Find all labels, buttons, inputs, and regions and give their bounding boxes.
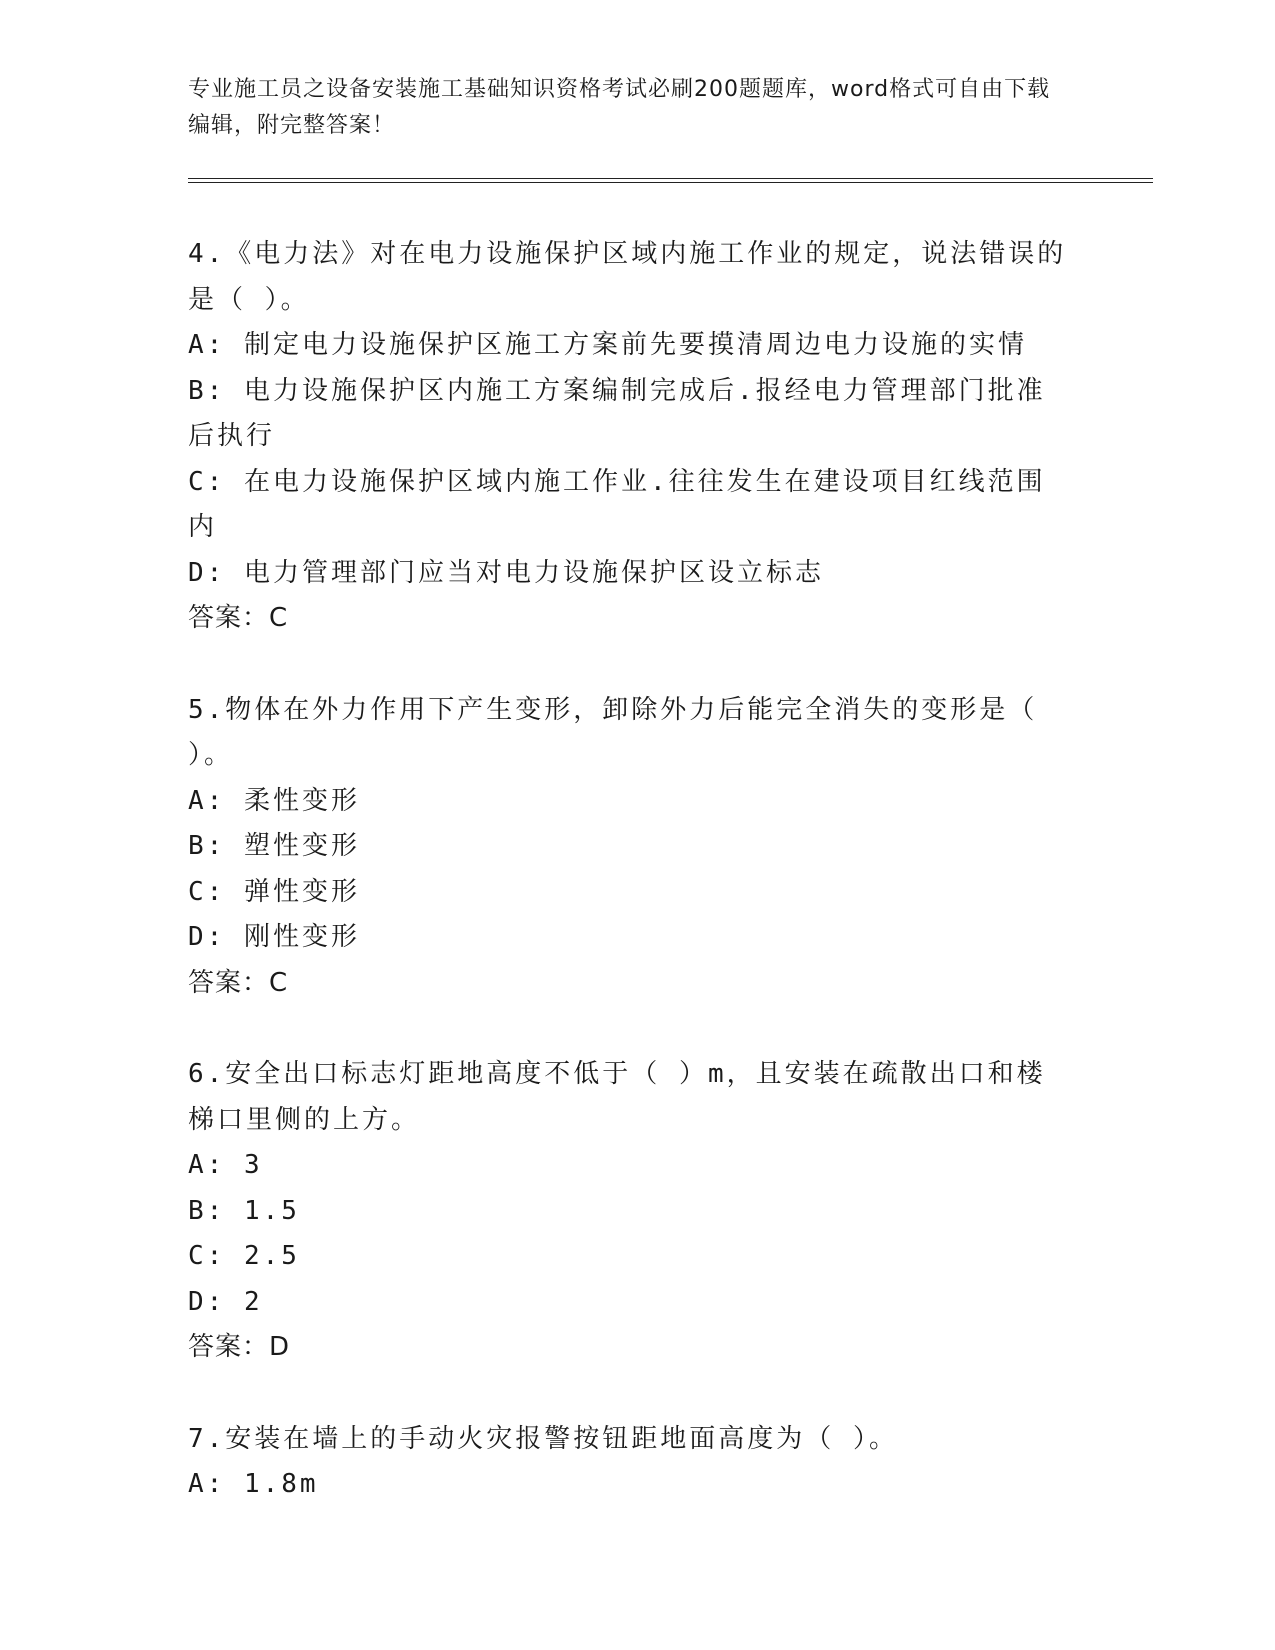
question-spacer: [188, 1006, 1068, 1052]
question-stem: 7.安装在墙上的手动火灾报警按钮距地面高度为（ ）。: [188, 1423, 898, 1454]
question-list: [188, 232, 1068, 1508]
option-a: A: 1.8m: [188, 1469, 319, 1499]
option-d: D: 刚性变形: [188, 922, 360, 952]
option-a: A: 制定电力设施保护区施工方案前先要摸清周边电力设施的实情: [188, 330, 1027, 360]
option-b: B: 1.5: [188, 1195, 300, 1226]
option-d: D: 电力管理部门应当对电力设施保护区设立标志: [188, 557, 824, 588]
option-a: A: 3: [188, 1150, 263, 1180]
answer-line: 答案：C: [188, 603, 289, 633]
option-d: D: 2: [188, 1286, 263, 1317]
question-stem: 6.安全出口标志灯距地高度不低于（ ）m，且安装在疏散出口和楼梯口里侧的上方。: [188, 1059, 1046, 1135]
option-b: B: 塑性变形: [188, 831, 360, 861]
answer-line: 答案：D: [188, 1332, 291, 1362]
question-4: [188, 232, 1068, 642]
option-c: C: 在电力设施保护区域内施工作业.往往发生在建设项目红线范围内: [188, 466, 1046, 542]
question-spacer: [188, 642, 1068, 688]
answer-line: 答案：C: [188, 967, 289, 998]
document-header: 专业施工员之设备安装施工基础知识资格考试必刷200题题库，word格式可自由下载编辑，附完整答案！: [188, 77, 1051, 138]
question-6: [188, 1052, 1068, 1371]
question-stem: 5.物体在外力作用下产生变形，卸除外力后能完全消失的变形是（ ）。: [188, 694, 1038, 770]
question-7: [188, 1417, 1068, 1508]
header-double-rule: [188, 178, 1153, 183]
option-c: C: 2.5: [188, 1241, 300, 1271]
question-5: [188, 688, 1068, 1007]
question-stem: 4.《电力法》对在电力设施保护区域内施工作业的规定，说法错误的是（ ）。: [188, 239, 1067, 315]
option-a: A: 柔性变形: [188, 785, 360, 816]
option-b: B: 电力设施保护区内施工方案编制完成后.报经电力管理部门批准后执行: [188, 375, 1046, 451]
option-c: C: 弹性变形: [188, 876, 360, 907]
question-spacer: [188, 1371, 1068, 1417]
